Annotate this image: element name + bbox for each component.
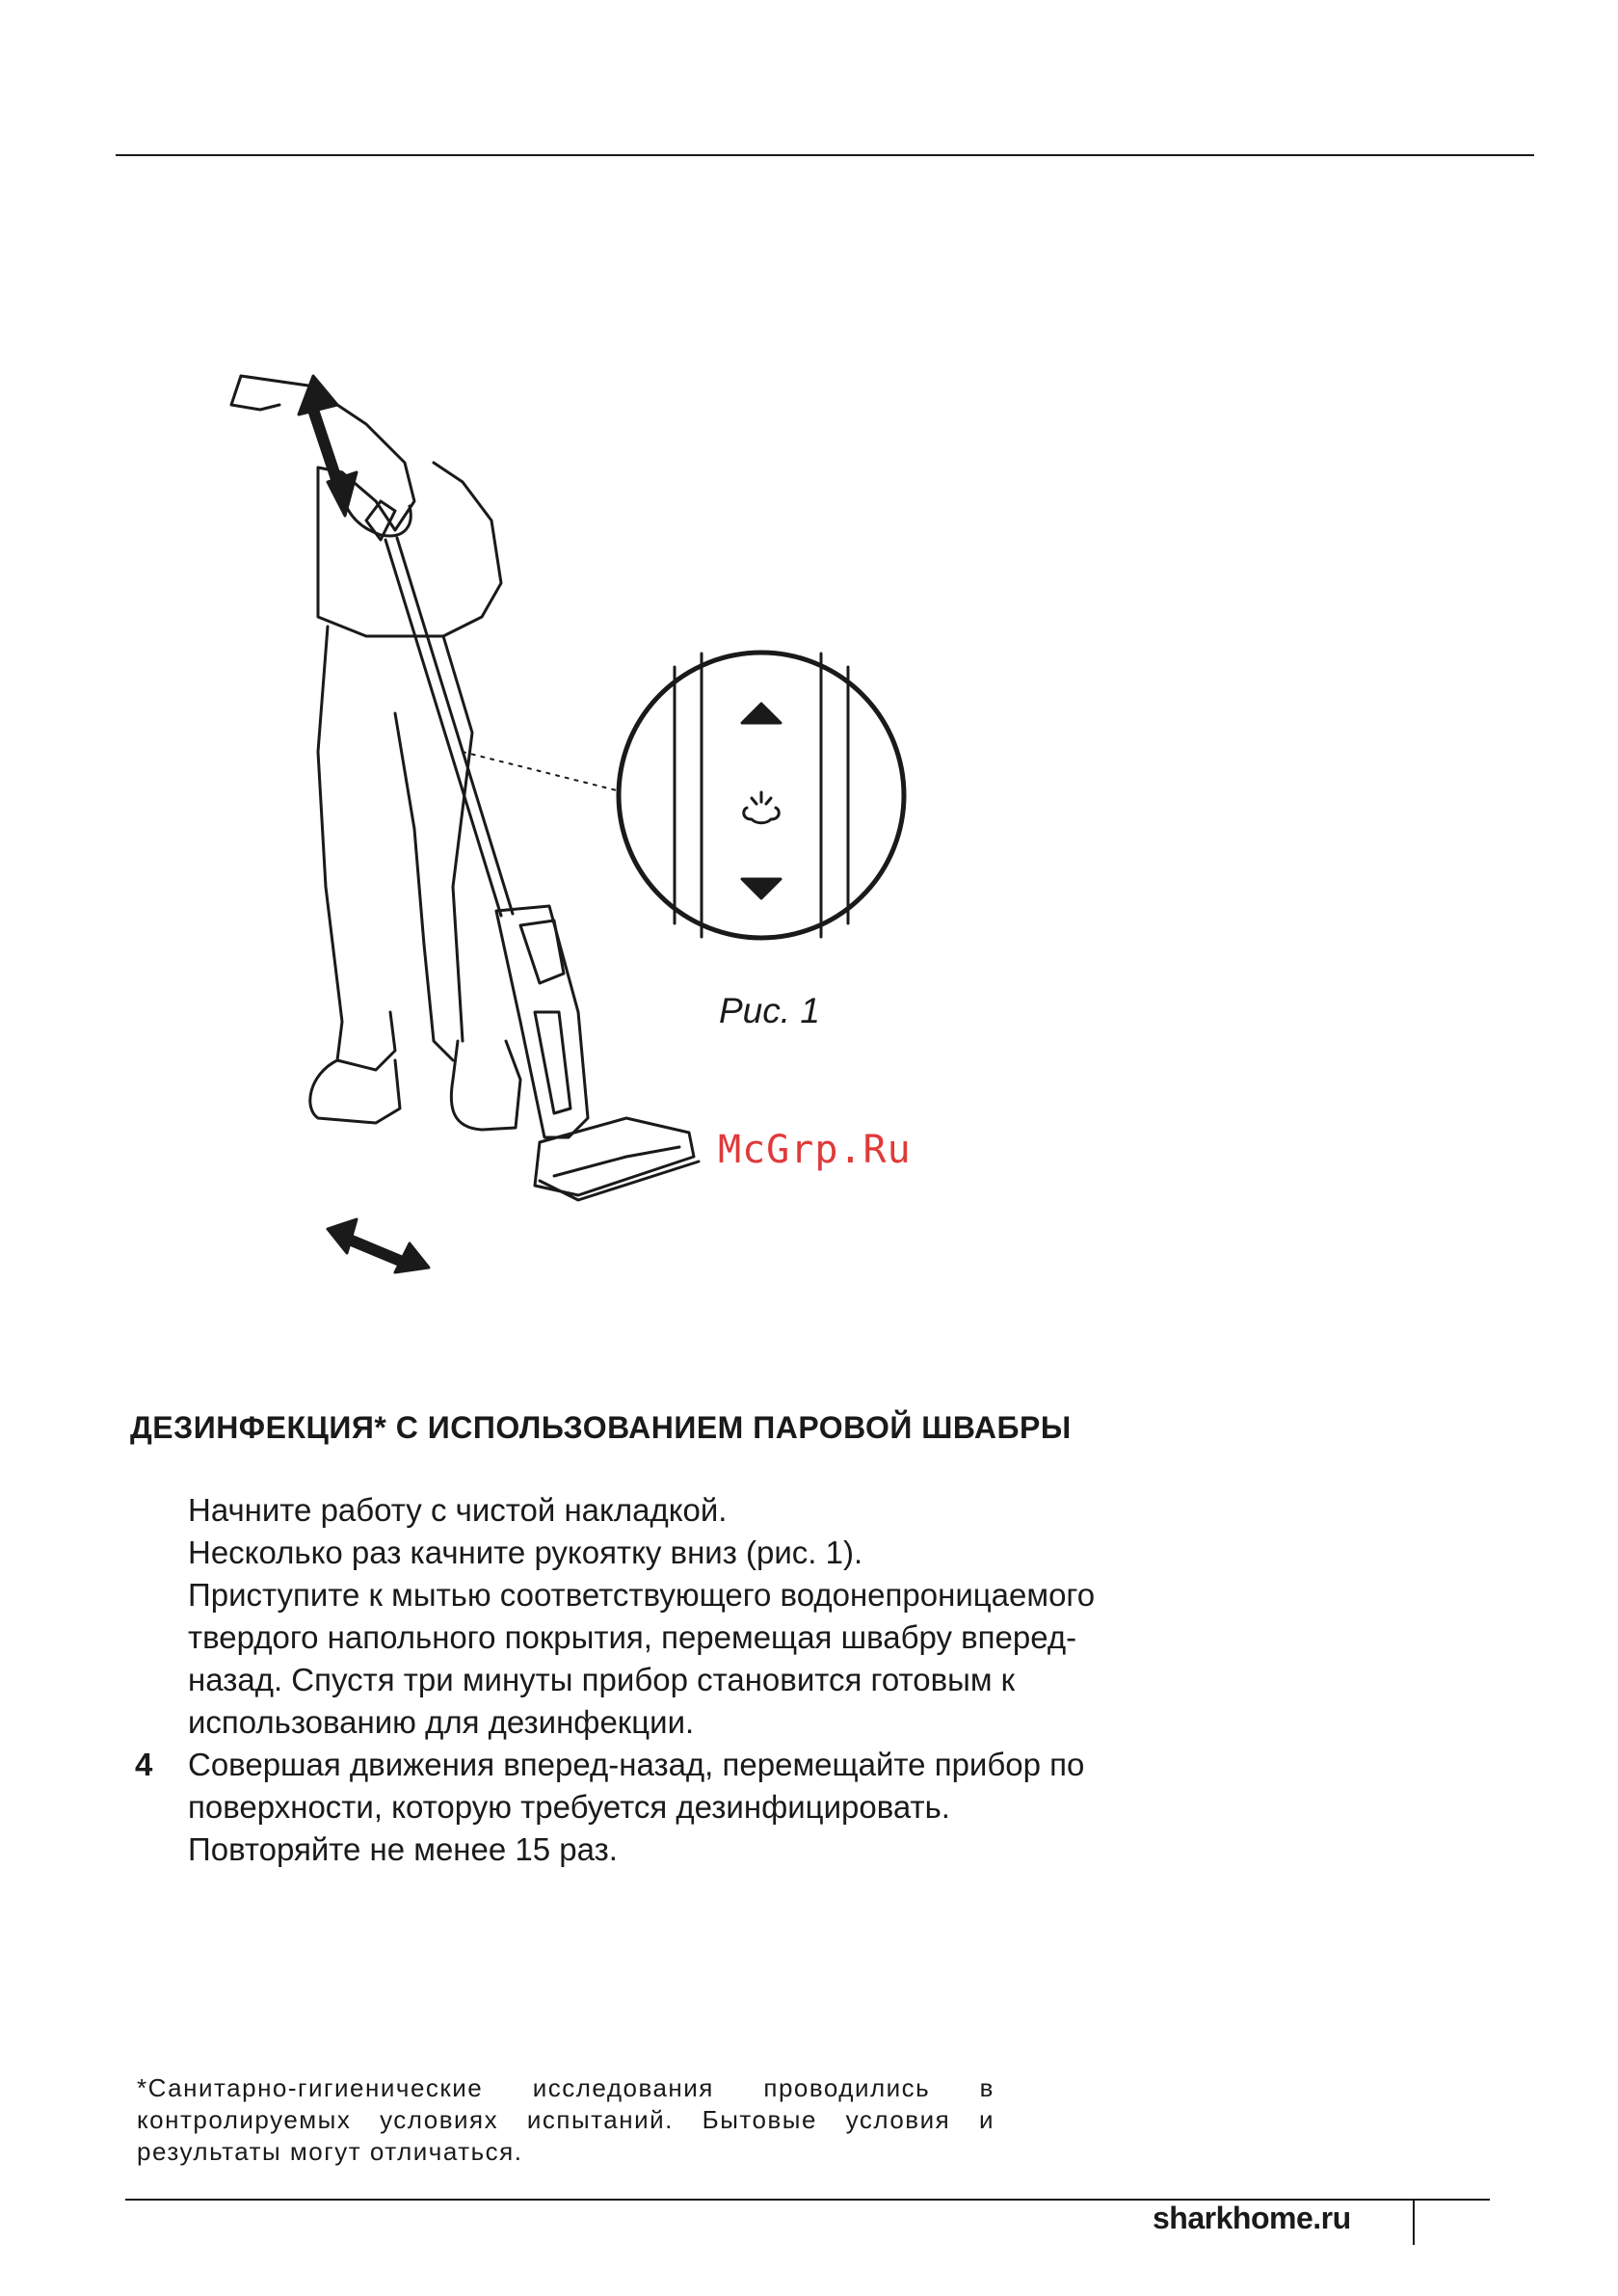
step-text: Совершая движения вперед-назад, перемещайте прибор по поверхности, которую требуется дезинфицировать. Повторяйте не менее 15 раз. xyxy=(188,1747,1085,1867)
step-text: Начните работу с чистой накладкой. xyxy=(188,1492,728,1528)
step-item xyxy=(130,1744,1113,1871)
step-number: 4 xyxy=(135,1747,153,1782)
step-item xyxy=(130,1532,1113,1574)
arrow-up-icon xyxy=(742,704,781,723)
step-item xyxy=(130,1574,1113,1744)
watermark: McGrp.Ru xyxy=(718,1128,912,1172)
figure-caption: Рис. 1 xyxy=(719,991,820,1030)
section-heading: ДЕЗИНФЕКЦИЯ* С ИСПОЛЬЗОВАНИЕМ ПАРОВОЙ ШВАБРЫ xyxy=(130,1410,1072,1445)
steam-icon xyxy=(744,792,780,823)
footer-site-link[interactable]: sharkhome.ru xyxy=(1153,2201,1351,2235)
up-down-arrow-icon xyxy=(299,376,357,516)
header-rule xyxy=(116,154,1534,156)
step-text: Приступите к мытью соответствующего водонепроницаемого твердого напольного покрытия, перемещая швабру вперед-назад. Спустя три минуты прибор становится готовым к использованию для дезинфекции. xyxy=(188,1577,1096,1740)
arrow-down-icon xyxy=(742,879,781,898)
figure-1-illustration xyxy=(173,347,1041,1349)
step-item xyxy=(130,1489,1113,1532)
footnote: *Санитарно-гигиенические исследования проводились в контролируемых условиях испытаний. Бытовые условия и результаты могут отличаться. xyxy=(137,2073,995,2166)
page-separator xyxy=(1413,2201,1415,2245)
step-text: Несколько раз качните рукоятку вниз (рис. 1). xyxy=(188,1535,863,1570)
double-arrow-icon xyxy=(328,1219,429,1272)
magnified-handle-detail xyxy=(619,653,904,938)
steps-list xyxy=(130,1489,1113,1871)
